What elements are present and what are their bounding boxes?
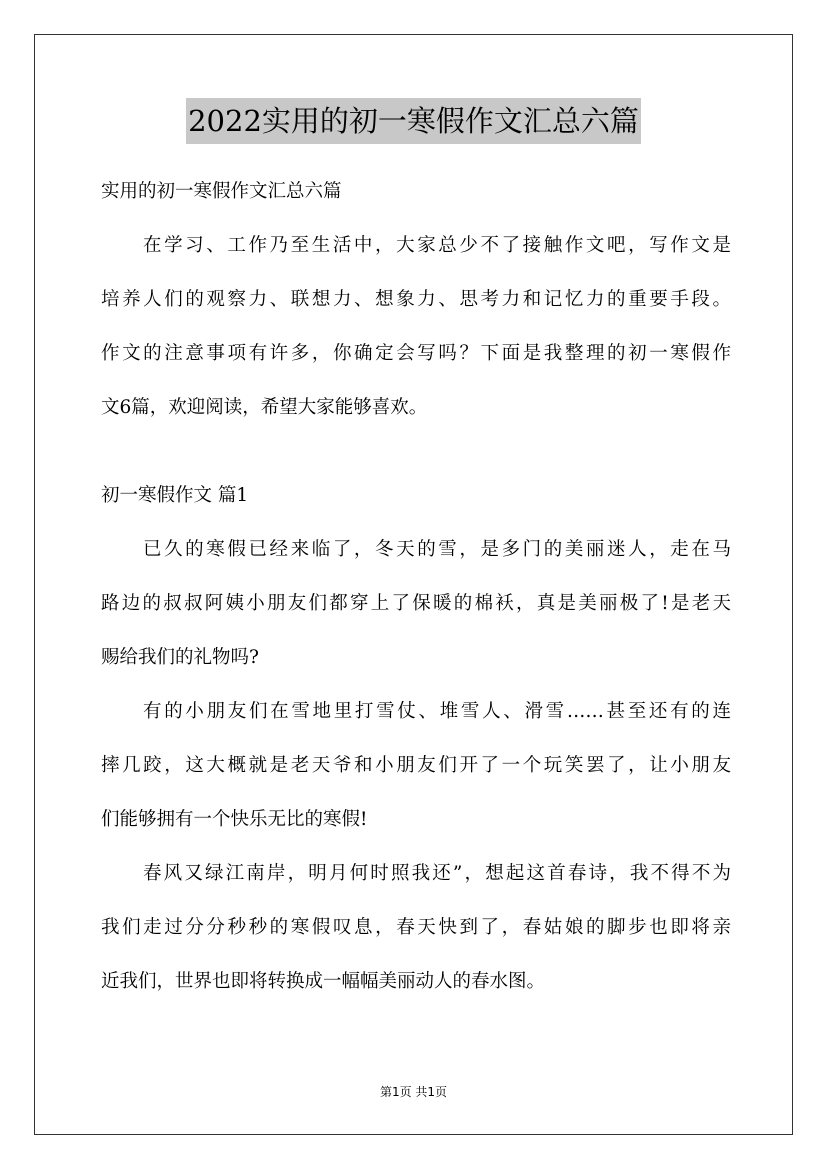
spacer xyxy=(101,435,731,469)
page-footer: 第1页 共1页 xyxy=(379,1085,448,1099)
paragraph-line: 们能够拥有一个快乐无比的寒假! xyxy=(101,809,368,830)
paragraph-line: 有的小朋友们在雪地里打雪仗、堆雪人、滑雪……甚至还有的连 xyxy=(143,701,731,722)
paragraph-line: 赐给我们的礼物吗? xyxy=(101,647,259,668)
paragraph-line: 近我们，世界也即将转换成一幅幅美丽动人的春水图。 xyxy=(101,971,546,992)
paragraph-line: 我们走过分分秒秒的寒假叹息，春天快到了，春姑娘的脚步也即将亲 xyxy=(101,917,731,938)
section-heading: 初一寒假作文 篇1 xyxy=(101,485,249,506)
paragraph-line: 路边的叔叔阿姨小朋友们都穿上了保暖的棉袄，真是美丽极了!是老天 xyxy=(101,593,731,614)
intro-line: 在学习、工作乃至生活中，大家总少不了接触作文吧，写作文是 xyxy=(143,235,731,256)
paragraph-line: 已久的寒假已经来临了，冬天的雪，是多门的美丽迷人，走在马 xyxy=(143,539,731,560)
document-title: 2022实用的初一寒假作文汇总六篇 xyxy=(186,98,641,144)
paragraph-line: 春风又绿江南岸，明月何时照我还”，想起这首春诗，我不得不为 xyxy=(143,863,731,884)
paragraph-line: 摔几跤，这大概就是老天爷和小朋友们开了一个玩笑罢了，让小朋友 xyxy=(101,755,731,776)
intro-line: 作文的注意事项有许多，你确定会写吗？下面是我整理的初一寒假作 xyxy=(101,343,731,364)
intro-line: 培养人们的观察力、联想力、想象力、思考力和记忆力的重要手段。 xyxy=(101,289,731,310)
intro-line: 文6篇，欢迎阅读，希望大家能够喜欢。 xyxy=(101,397,428,418)
subtitle: 实用的初一寒假作文汇总六篇 xyxy=(101,181,342,202)
title-container xyxy=(0,98,827,144)
document-body xyxy=(101,165,731,1009)
